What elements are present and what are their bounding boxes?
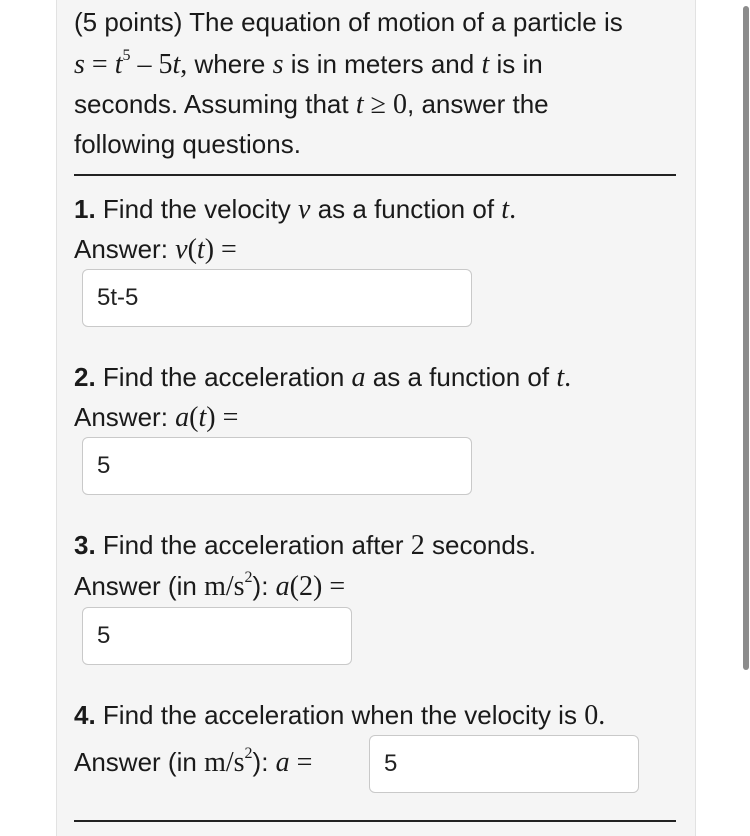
velocity-answer-input[interactable]: 5t-5 [82, 269, 472, 327]
question-3-prompt: 3. Find the acceleration after 2 seconds. [74, 530, 537, 561]
question-2-prompt: 2. Find the acceleration a as a function of t. [74, 362, 572, 393]
question-3-answer-label: Answer (in $m/s^2$): a(2) = [74, 568, 346, 602]
intro-line-3: seconds. Assuming that t ≥ 0, answer the [74, 89, 549, 120]
question-4-answer-label: Answer (in $m/s^2$): a = [74, 744, 313, 778]
acceleration-function-input[interactable]: 5 [82, 437, 472, 495]
intro-line-1 [74, 6, 623, 38]
divider-top [74, 174, 676, 176]
question-1-answer-label: Answer: v(t) = [74, 234, 237, 265]
equation-of-motion: $s = t^5 - 5t$, [74, 46, 188, 80]
divider-bottom [74, 820, 676, 822]
acceleration-at-2-input[interactable]: 5 [82, 607, 352, 665]
scrollbar[interactable] [740, 0, 750, 836]
t-nonnegative-condition: t ≥ 0 [355, 89, 407, 120]
question-4-prompt: 4. Find the acceleration when the velocity is 0. [74, 700, 606, 731]
acceleration-zero-velocity-input[interactable]: 5 [369, 735, 639, 793]
question-1-prompt: 1. Find the velocity v as a function of t. [74, 194, 517, 225]
scrollbar-thumb[interactable] [743, 6, 749, 670]
question-2-answer-label: Answer: a(t) = [74, 402, 239, 433]
intro-line-2: $s = t^5 - 5t$, where s is in meters and t is in [74, 46, 543, 80]
intro-prefix: (5 points) The equation of motion of a particle is [74, 7, 623, 37]
intro-line-4: following questions. [74, 129, 301, 159]
